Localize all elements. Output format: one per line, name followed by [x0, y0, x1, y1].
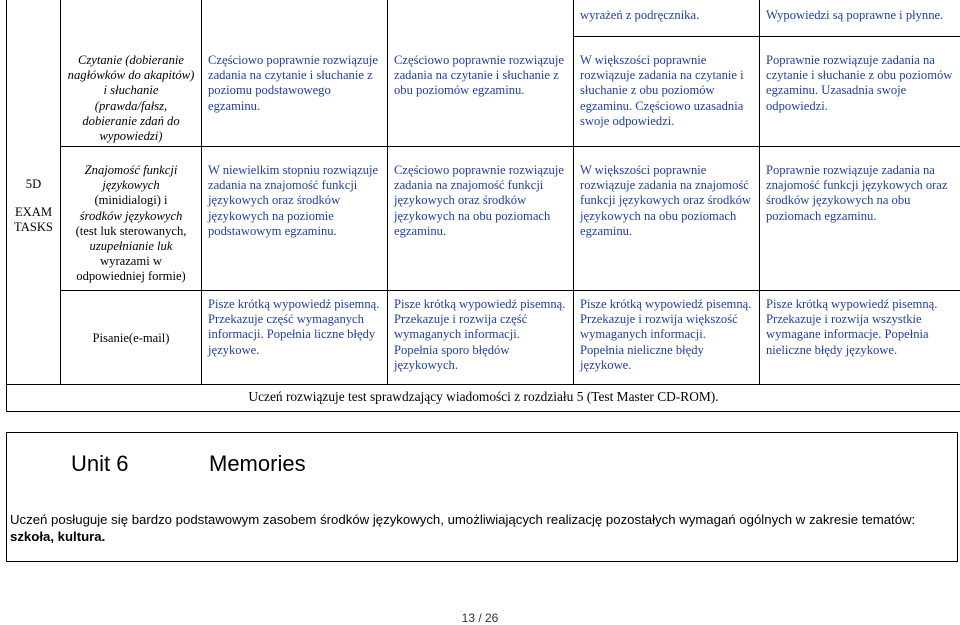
reading-grade-4: W większości poprawnie rozwiązuje zadania na czytanie i słuchanie z obu poziomów egzaminu. Częściowo uzasadnia swoje odpowiedzi.: [574, 37, 760, 147]
unit-description: [10, 511, 954, 545]
top-cell-col4: wyrażeń z podręcznika.: [574, 0, 760, 37]
section-code: 5D: [25, 177, 42, 191]
language-grade-2: W niewielkim stopniu rozwiązuje zadania na znajomość funkcji językowych oraz środków językowych na poziomie podstawowym egzaminu.: [202, 147, 388, 291]
reading-grade-3: Częściowo poprawnie rozwiązuje zadania na czytanie i słuchanie z obu poziomów egzaminu.: [388, 37, 574, 147]
unit-topics: szkoła, kultura.: [10, 529, 106, 544]
language-grade-4: W większości poprawnie rozwiązuje zadania na znajomość funkcji językowych oraz środków językowych na obu poziomach egzaminu.: [574, 147, 760, 291]
section-name: EXAM TASKS: [14, 205, 53, 235]
section-cell-bottom: [7, 291, 61, 385]
top-cell-col6: Wypowiedzi są poprawne i płynne.: [760, 0, 960, 37]
unit-description-text: Uczeń posługuje się bardzo podstawowym zasobem środków językowych, umożliwiających realizację pozostałych wymagań ogólnych w zakresie tematów:: [10, 512, 916, 527]
top-cell-empty-1: [7, 0, 61, 37]
language-grade-3: Częściowo poprawnie rozwiązuje zadania na znajomość funkcji językowych oraz środków językowych na obu poziomach egzaminu.: [388, 147, 574, 291]
section-cell: [7, 147, 61, 291]
unit-title: Memories: [209, 451, 306, 476]
language-skill-cell: Znajomość funkcji językowych (minidialogi) i środków językowych (test luk sterowanych, uzupełnianie luk wyrazami w odpowiedniej formie): [61, 147, 202, 291]
reading-grade-5: Poprawnie rozwiązuje zadania na czytanie i słuchanie z obu poziomów egzaminu. Uzasadnia swoje odpowiedzi.: [760, 37, 960, 147]
writing-grade-3: Pisze krótką wypowiedź pisemną. Przekazuje i rozwija część wymaganych informacji. Popełnia sporo błędów językowych.: [388, 291, 574, 385]
unit-box: [6, 432, 958, 562]
top-cell-empty-4: [388, 0, 574, 37]
unit-label: Unit 6: [71, 451, 129, 476]
top-cell-empty-3: [202, 0, 388, 37]
page-number: 13 / 26: [461, 611, 499, 625]
section-cell-top: [7, 37, 61, 147]
writing-skill-cell: Pisanie(e-mail): [61, 291, 202, 385]
writing-grade-2: Pisze krótką wypowiedź pisemną. Przekazuje część wymaganych informacji. Popełnia liczne błędy językowe.: [202, 291, 388, 385]
language-grade-5: Poprawnie rozwiązuje zadania na znajomość funkcji językowych oraz środków językowych na obu poziomach egzaminu.: [760, 147, 960, 291]
reading-grade-2: Częściowo poprawnie rozwiązuje zadania na czytanie i słuchanie z poziomu podstawowego egzaminu.: [202, 37, 388, 147]
top-cell-empty-2: [61, 0, 202, 37]
writing-grade-5: Pisze krótką wypowiedź pisemną. Przekazuje i rozwija wszystkie wymagane informacje. Popełnia nieliczne błędy językowe.: [760, 291, 960, 385]
test-note: Uczeń rozwiązuje test sprawdzający wiadomości z rozdziału 5 (Test Master CD-ROM).: [7, 385, 960, 412]
criteria-table: [6, 0, 960, 412]
reading-skill-cell: Czytanie (dobieranie nagłówków do akapitów) i słuchanie (prawda/fałsz, dobieranie zdań do wypowiedzi): [61, 37, 202, 147]
writing-grade-4: Pisze krótką wypowiedź pisemną. Przekazuje i rozwija większość wymaganych informacji. Popełnia nieliczne błędy językowe.: [574, 291, 760, 385]
